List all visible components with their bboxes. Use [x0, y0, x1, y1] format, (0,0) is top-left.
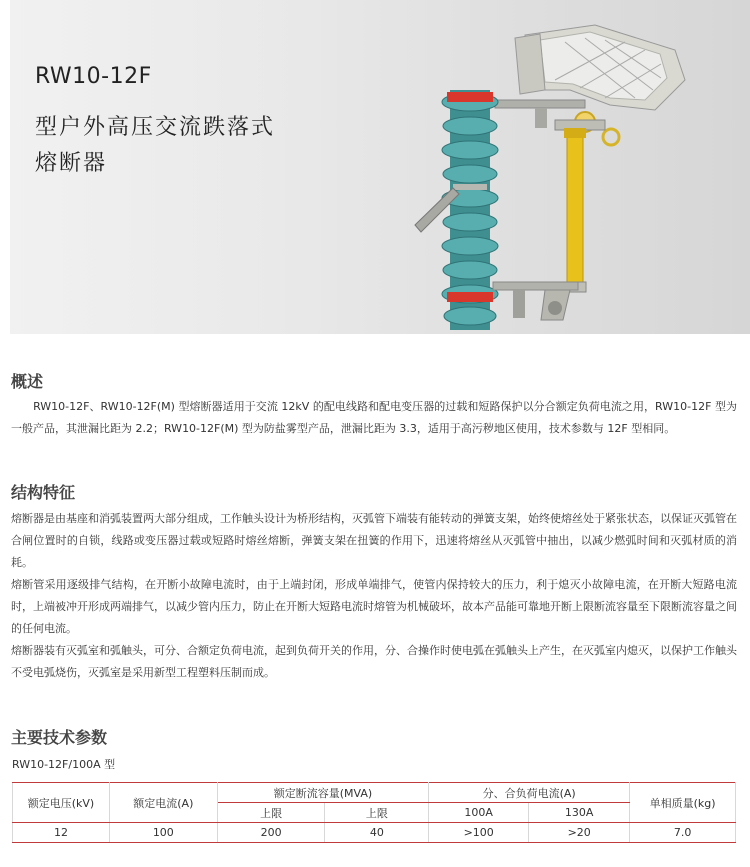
structure-heading: 结构特征	[11, 483, 76, 502]
header-rated-voltage: 额定电压(kV)	[13, 783, 110, 823]
header-rated-current: 额定电流(A)	[109, 783, 217, 823]
cell-load-130a: >20	[529, 823, 630, 843]
product-banner	[10, 0, 750, 334]
structure-paragraph-2: 熔断管采用逐级排气结构，在开断小故障电流时，由于上端封闭，形成单端排气，使管内保持较大的压力，利于熄灭小故障电流，在开断大短路电流时，上端被冲开形成两端排气，以减少管内压力，防止在开断大短路电流时熔管为机械破坏，故本产品能可靠地开断上限断流容量至下限断流容量之间的任何电流。	[11, 578, 737, 635]
porcelain-insulator	[442, 90, 498, 330]
cell-load-100a: >100	[429, 823, 529, 843]
header-capacity-lower: 上限	[325, 803, 429, 823]
overview-text: RW10-12F、RW10-12F(M) 型熔断器适用于交流 12kV 的配电线路和配电变压器的过载和短路保护以分合额定负荷电流之用，RW10-12F 型为一般产品，其泄漏比距为 2.2；RW10-12F(M) 型为防盐雾型产品，泄漏比距为 3.3，适用于高污秽地区使用，技术参数与 12F 型相同。	[11, 400, 737, 435]
cell-current: 100	[109, 823, 217, 843]
product-model-title: RW10-12F	[35, 64, 152, 89]
model-label: RW10-12F/100A 型	[12, 758, 116, 771]
header-breaking-capacity: 额定断流容量(MVA)	[217, 783, 428, 803]
top-contact-bracket	[495, 100, 619, 145]
header-load-100a: 100A	[429, 803, 529, 823]
header-capacity-upper: 上限	[217, 803, 325, 823]
header-single-phase-mass: 单相质量(kg)	[630, 783, 736, 823]
product-subtitle-line2: 熔断器	[35, 151, 108, 176]
technical-parameters-table	[12, 782, 736, 843]
header-load-130a: 130A	[529, 803, 630, 823]
cell-capacity-upper: 200	[217, 823, 325, 843]
fuse-tube	[564, 128, 586, 292]
structure-paragraph-1: 熔断器是由基座和消弧装置两大部分组成，工作触头设计为桥形结构，灭弧管下端装有能转动的弹簧支架，始终使熔丝处于紧张状态，以保证灭弧管在合闸位置时的自锁，线路或变压器过载或短路时熔丝熔断，弹簧支架在扭簧的作用下，迅速将熔丝从灭弧管中抽出，以减少燃弧时间和灭弧材质的消耗。	[11, 512, 737, 569]
product-subtitle-line1: 型户外高压交流跌落式	[35, 115, 276, 140]
table-row	[13, 823, 736, 843]
cell-voltage: 12	[13, 823, 110, 843]
fuse-cutout-photo	[395, 20, 705, 330]
cell-capacity-lower: 40	[325, 823, 429, 843]
table-header-row	[13, 783, 736, 803]
structure-paragraph-3: 熔断器装有灭弧室和弧触头，可分、合额定负荷电流，起到负荷开关的作用，分、合操作时使电弧在弧触头上产生，在灭弧室内熄灭，以保护工作触头不受电弧烧伤，灭弧室是采用新型工程塑料压制而成。	[11, 644, 737, 679]
bottom-contact-bracket	[493, 282, 578, 320]
cell-mass: 7.0	[630, 823, 736, 843]
header-load-current: 分、合负荷电流(A)	[429, 783, 630, 803]
params-heading: 主要技术参数	[11, 728, 108, 747]
overview-heading: 概述	[11, 372, 44, 391]
arc-chute	[515, 25, 685, 110]
